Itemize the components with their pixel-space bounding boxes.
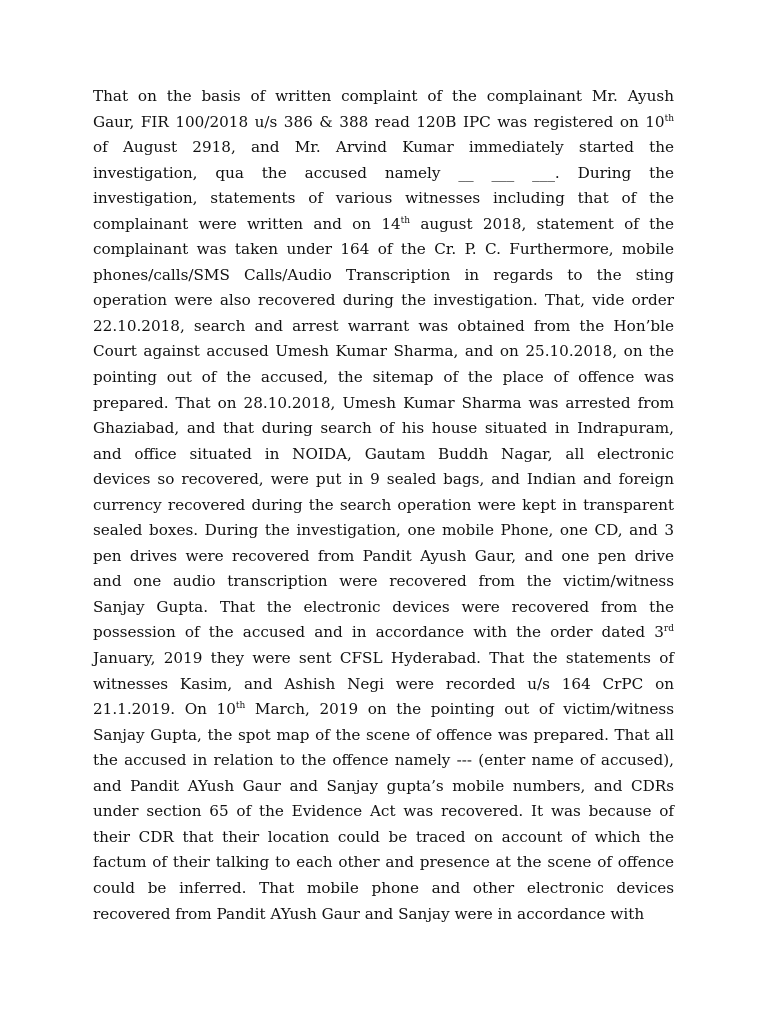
- text-run: January, 2019 they were sent CFSL Hyderabad. That the statements of: [93, 649, 674, 668]
- text-run: 22.10.2018, search and arrest warrant was obtained from the Hon’ble: [93, 316, 674, 335]
- text-line: [93, 799, 674, 825]
- text-line: [93, 774, 674, 800]
- text-run: their CDR that their location could be traced on account of which the: [93, 827, 674, 846]
- text-line: [93, 748, 674, 774]
- text-run: investigation, qua the accused namely __ ___ ___. During the: [93, 163, 674, 182]
- text-run: pen drives were recovered from Pandit Ayush Gaur, and one pen drive: [93, 546, 674, 565]
- text-line: [93, 442, 674, 468]
- text-run: and office situated in NOIDA, Gautam Buddh Nagar, all electronic: [93, 444, 674, 463]
- text-line: [93, 569, 674, 595]
- text-line: [93, 902, 674, 928]
- text-run: March, 2019 on the pointing out of victim/witness: [245, 700, 674, 719]
- text-run: That on the basis of written complaint of the complainant Mr. Ayush: [93, 87, 674, 105]
- text-run: possession of the accused and in accordance with the order dated 3: [93, 623, 664, 642]
- text-line: [93, 876, 674, 902]
- text-run: complainant was taken under 164 of the Cr. P. C. Furthermore, mobile: [93, 240, 674, 259]
- text-line: [93, 237, 674, 263]
- text-run: investigation, statements of various witnesses including that of the: [93, 189, 674, 208]
- text-run: currency recovered during the search operation were kept in transparent: [93, 495, 674, 514]
- text-line: [93, 339, 674, 365]
- text-line: [93, 646, 674, 672]
- text-run: the accused in relation to the offence namely --- (enter name of accused),: [93, 751, 674, 770]
- text-line: [93, 595, 674, 621]
- text-run: and Pandit AYush Gaur and Sanjay gupta’s mobile numbers, and CDRs: [93, 776, 674, 795]
- text-run: 21.1.2019. On 10: [93, 700, 236, 719]
- text-line: [93, 263, 674, 289]
- text-line: [93, 288, 674, 314]
- text-run: Sanjay Gupta. That the electronic devices were recovered from the: [93, 597, 674, 616]
- text-run: and one audio transcription were recovered from the victim/witness: [93, 572, 674, 591]
- text-run: witnesses Kasim, and Ashish Negi were recorded u/s 164 CrPC on: [93, 674, 674, 693]
- text-line: [93, 672, 674, 698]
- text-run: pointing out of the accused, the sitemap of the place of offence was: [93, 368, 674, 387]
- text-line: [93, 825, 674, 851]
- text-line: [93, 697, 674, 723]
- text-line: [93, 110, 674, 136]
- text-line: [93, 84, 674, 110]
- text-run: complainant were written and on 14: [93, 214, 401, 233]
- text-line: [93, 365, 674, 391]
- ordinal-superscript: th: [235, 701, 246, 712]
- text-line: [93, 850, 674, 876]
- text-line: [93, 467, 674, 493]
- text-line: [93, 493, 674, 519]
- text-run: sealed boxes. During the investigation, one mobile Phone, one CD, and 3: [93, 521, 674, 540]
- text-run: prepared. That on 28.10.2018, Umesh Kumar Sharma was arrested from: [93, 393, 674, 412]
- text-run: under section 65 of the Evidence Act was recovered. It was because of: [93, 802, 674, 821]
- text-run: factum of their talking to each other and presence at the scene of offence: [93, 853, 674, 872]
- text-run: could be inferred. That mobile phone and other electronic devices: [93, 878, 674, 897]
- text-run: Ghaziabad, and that during search of his house situated in Indrapuram,: [93, 419, 674, 438]
- text-run: Sanjay Gupta, the spot map of the scene of offence was prepared. That all: [93, 725, 674, 744]
- text-run: Court against accused Umesh Kumar Sharma, and on 25.10.2018, on the: [93, 342, 674, 361]
- ordinal-superscript: th: [400, 215, 411, 226]
- text-line: [93, 186, 674, 212]
- text-line: [93, 544, 674, 570]
- text-run: august 2018, statement of the: [410, 214, 674, 233]
- text-line: [93, 161, 674, 187]
- text-run: devices so recovered, were put in 9 sealed bags, and Indian and foreign: [93, 470, 674, 489]
- text-line: [93, 135, 674, 161]
- text-run: phones/calls/SMS Calls/Audio Transcription in regards to the sting: [93, 265, 674, 284]
- body-paragraph: [93, 84, 674, 927]
- text-run: recovered from Pandit AYush Gaur and Sanjay were in accordance with: [93, 904, 645, 923]
- text-line: [93, 314, 674, 340]
- text-line: [93, 416, 674, 442]
- text-line: [93, 620, 674, 646]
- text-run: operation were also recovered during the investigation. That, vide order: [93, 291, 674, 310]
- text-line: [93, 212, 674, 238]
- text-line: [93, 723, 674, 749]
- ordinal-superscript: th: [664, 113, 674, 124]
- ordinal-superscript: rd: [663, 624, 674, 635]
- text-line: [93, 391, 674, 417]
- text-run: Gaur, FIR 100/2018 u/s 386 & 388 read 120B IPC was registered on 10: [93, 112, 665, 131]
- text-line: [93, 518, 674, 544]
- text-run: of August 2918, and Mr. Arvind Kumar immediately started the: [93, 138, 674, 157]
